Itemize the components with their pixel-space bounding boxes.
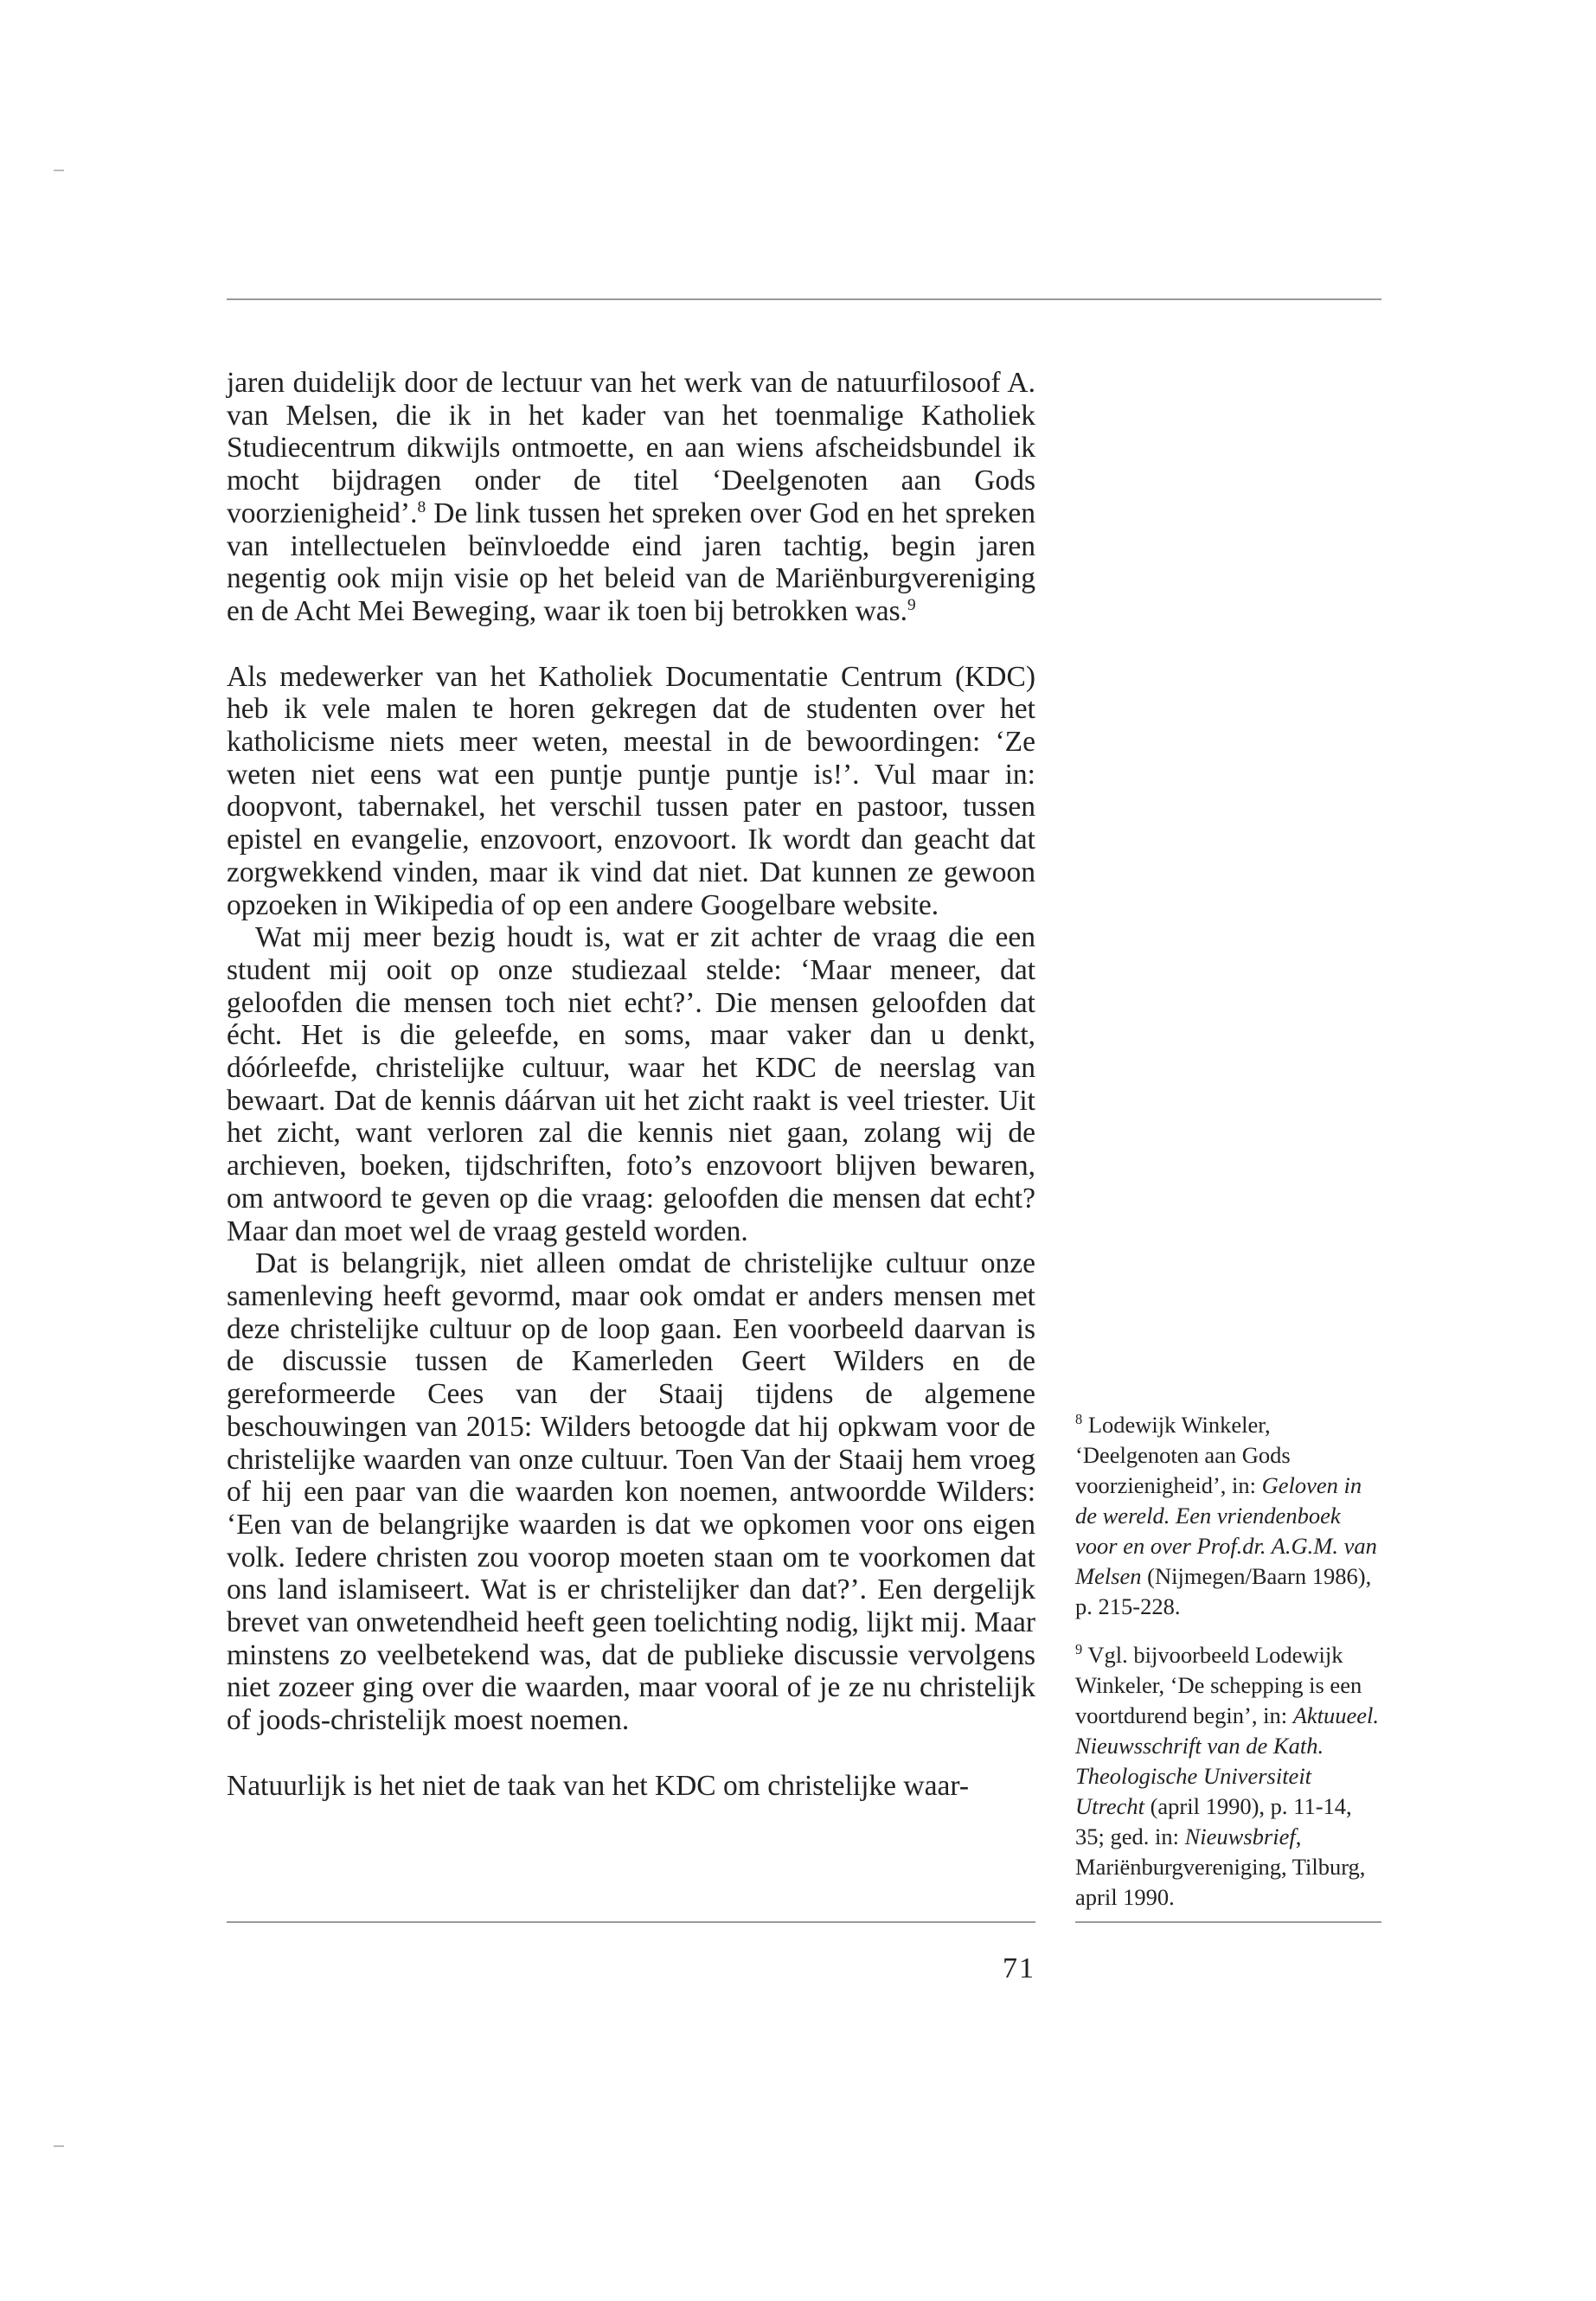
paragraph-1-text-a: jaren duidelijk door de lectuur van het werk van de natuurfilosoof A. van Melsen, die ik in het kader van het toenmalige Katholiek Studiecentrum dikwijls ontmoette, en aan wiens afscheidsbundel ik mocht bijdragen onder de titel ‘Deelgenoten aan Gods voorzienigheid’.: [227, 367, 1035, 529]
crop-mark-top: [54, 170, 64, 171]
paragraph-4-text: Dat is belangrijk, niet alleen omdat de christelijke cultuur onze samenleving heeft gevormd, maar ook omdat er anders mensen met deze christelijke cultuur op de loop gaan. Een voorbeeld daarvan is de discussie tussen de Kamerleden Geert Wilders en de gereformeerde Cees van der Staaij tijdens de algemene beschouwingen van 2015: Wilders betoogde dat hij opkwam voor de christelijke waarden van onze cultuur. Toen Van der Staaij hem vroeg of hij een paar van die waarden kon noemen, antwoordde Wilders: ‘Een van de belangrijke waarden is dat we opkomen voor ons eigen volk. Iedere christen zou voorop moeten staan om te voorkomen dat ons land islamiseert. Wat is er christelijker dan dat?’. Een dergelijk brevet van onwetendheid heeft geen toelichting nodig, lijkt mij. Maar minstens zo veelbetekend was, dat de publieke discussie vervolgens niet zozeer ging over die waarden, maar vooral of je ze nu christelijk of joods-christelijk moest noemen.: [227, 1247, 1035, 1737]
footnote-9-text-c: , Mariënburgvereniging, Tilburg, april 1990.: [1075, 1823, 1366, 1910]
body-text: [227, 367, 1035, 1803]
footnote-9-number: 9: [1075, 1641, 1083, 1658]
paragraph-1-text-b: De link tussen het spreken over God en het spreken van intellectuelen beïnvloedde eind jaren tachtig, begin jaren negentig ook mijn visie op het beleid van de Mariënburgvereniging en de Acht Mei Beweging, waar ik toen bij betrokken was.: [227, 497, 1035, 627]
footnote-8: [1075, 1410, 1381, 1622]
crop-mark-bottom: [54, 2145, 64, 2147]
footnote-9-title-2: Nieuwsbrief: [1184, 1823, 1296, 1849]
paragraph-2-text: Als medewerker van het Katholiek Documentatie Centrum (KDC) heb ik vele malen te horen gekregen dat de studenten over het katholicisme niets meer weten, meestal in de bewoordingen: ‘Ze weten niet eens wat een puntje puntje puntje is!’. Vul maar in: doopvont, tabernakel, het verschil tussen pater en pastoor, tussen epistel en evangelie, enzovoort, enzovoort. Ik wordt dan geacht dat zorgwekkend vinden, maar ik vind dat niet. Dat kunnen ze gewoon opzoeken in Wikipedia of op een andere Googelbare website.: [227, 660, 1035, 921]
footnote-8-text-b: (Nijmegen/Baarn 1986), p. 215-228.: [1075, 1563, 1372, 1619]
footer-rule-notes: [1075, 1921, 1381, 1923]
page-number: 71: [1003, 1952, 1035, 1984]
paragraph-3: [227, 921, 1035, 1247]
footnote-ref-9[interactable]: 9: [907, 595, 916, 614]
footnote-9-title: Aktuueel. Nieuwsschrift van de Kath. Theologische Universiteit Utrecht: [1075, 1702, 1380, 1819]
paragraph-5: [227, 1770, 1035, 1803]
header-rule: [227, 298, 1381, 300]
footnotes: [1075, 1410, 1381, 1931]
paragraph-5-text: Natuurlijk is het niet de taak van het KDC om christelijke waar-: [227, 1769, 969, 1802]
footnote-9-text-b: (april 1990), p. 11-14, 35; ged. in:: [1075, 1793, 1352, 1849]
paragraph-2: [227, 661, 1035, 922]
footnote-8-text-a: Lodewijk Winkeler, ‘Deelgenoten aan Gods voorzienigheid’, in:: [1075, 1412, 1291, 1498]
footer-rule-main: [227, 1921, 1035, 1923]
paragraph-3-text: Wat mij meer bezig houdt is, wat er zit achter de vraag die een student mij ooit op onze studiezaal stelde: ‘Maar meneer, dat geloofden die mensen toch niet echt?’. Die mensen geloofden dat écht. Het is die geleefde, en soms, maar vaker dan u denkt, dóórleefde, christelijke cultuur, waar het KDC de neerslag van bewaart. Dat de kennis dáárvan uit het zicht raakt is veel triester. Uit het zicht, want verloren zal die kennis niet gaan, zolang wij de archieven, boeken, tijdschriften, foto’s enzovoort blijven bewaren, om antwoord te geven op die vraag: geloofden die mensen dat echt? Maar dan moet wel de vraag gesteld worden.: [227, 921, 1035, 1247]
footnote-9: [1075, 1640, 1381, 1913]
footnote-9-text-a: Vgl. bijvoorbeeld Lodewijk Winkeler, ‘De schepping is een voortdurend begin’, in:: [1075, 1642, 1362, 1728]
footnote-8-title: Geloven in de wereld. Een vriendenboek voor en over Prof.dr. A.G.M. van Melsen: [1075, 1472, 1377, 1589]
footnote-ref-8[interactable]: 8: [417, 497, 426, 516]
footnote-8-number: 8: [1075, 1411, 1083, 1428]
paragraph-4: [227, 1247, 1035, 1737]
paragraph-1: [227, 367, 1035, 628]
